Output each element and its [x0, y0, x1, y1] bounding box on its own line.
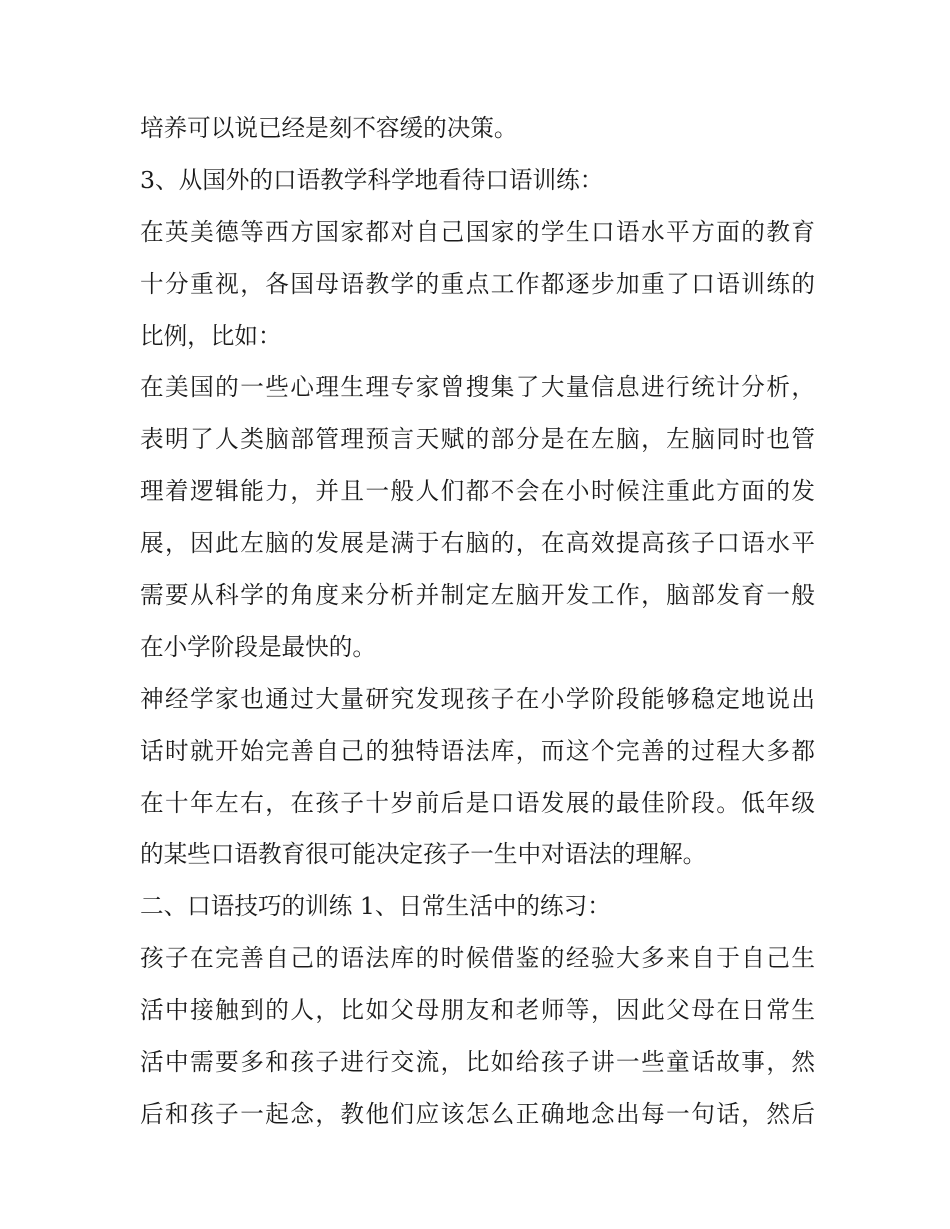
text-line: 在小学阶段是最快的。	[140, 632, 376, 661]
text-line: 表明了人类脑部管理预言天赋的部分是在左脑，左脑同时也管	[140, 425, 815, 454]
section-heading-3: 3、从国外的口语教学科学地看待口语训练：	[140, 165, 604, 194]
body-text	[140, 103, 815, 1141]
text-line: 活中需要多和孩子进行交流，比如给孩子讲一些童话故事，然	[140, 1048, 815, 1077]
text-line: 在美国的一些心理生理专家曾搜集了大量信息进行统计分析，	[140, 373, 815, 402]
text-line: 需要从科学的角度来分析并制定左脑开发工作，脑部发育一般	[140, 581, 815, 610]
text-line: 话时就开始完善自己的独特语法库，而这个完善的过程大多都	[140, 736, 815, 765]
text-line: 的某些口语教育很可能决定孩子一生中对语法的理解。	[140, 840, 707, 869]
text-line: 活中接触到的人，比如父母朋友和老师等，因此父母在日常生	[140, 996, 815, 1025]
section-heading-2: 二、口语技巧的训练 1、日常生活中的练习：	[140, 892, 611, 921]
text-line: 十分重视，各国母语教学的重点工作都逐步加重了口语训练的	[140, 269, 815, 298]
text-line: 培养可以说已经是刻不容缓的决策。	[140, 114, 518, 142]
text-line: 比例，比如：	[140, 321, 282, 350]
text-line: 展，因此左脑的发展是满于右脑的，在高效提高孩子口语水平	[140, 529, 815, 558]
text-line: 孩子在完善自己的语法库的时候借鉴的经验大多来自于自己生	[140, 944, 815, 973]
text-line: 在英美德等西方国家都对自己国家的学生口语水平方面的教育	[140, 217, 815, 246]
text-line: 神经学家也通过大量研究发现孩子在小学阶段能够稳定地说出	[140, 684, 815, 713]
text-line: 理着逻辑能力，并且一般人们都不会在小时候注重此方面的发	[140, 477, 815, 506]
text-line: 后和孩子一起念，教他们应该怎么正确地念出每一句话，然后	[140, 1099, 815, 1128]
text-line: 在十年左右，在孩子十岁前后是口语发展的最佳阶段。低年级	[140, 788, 815, 817]
